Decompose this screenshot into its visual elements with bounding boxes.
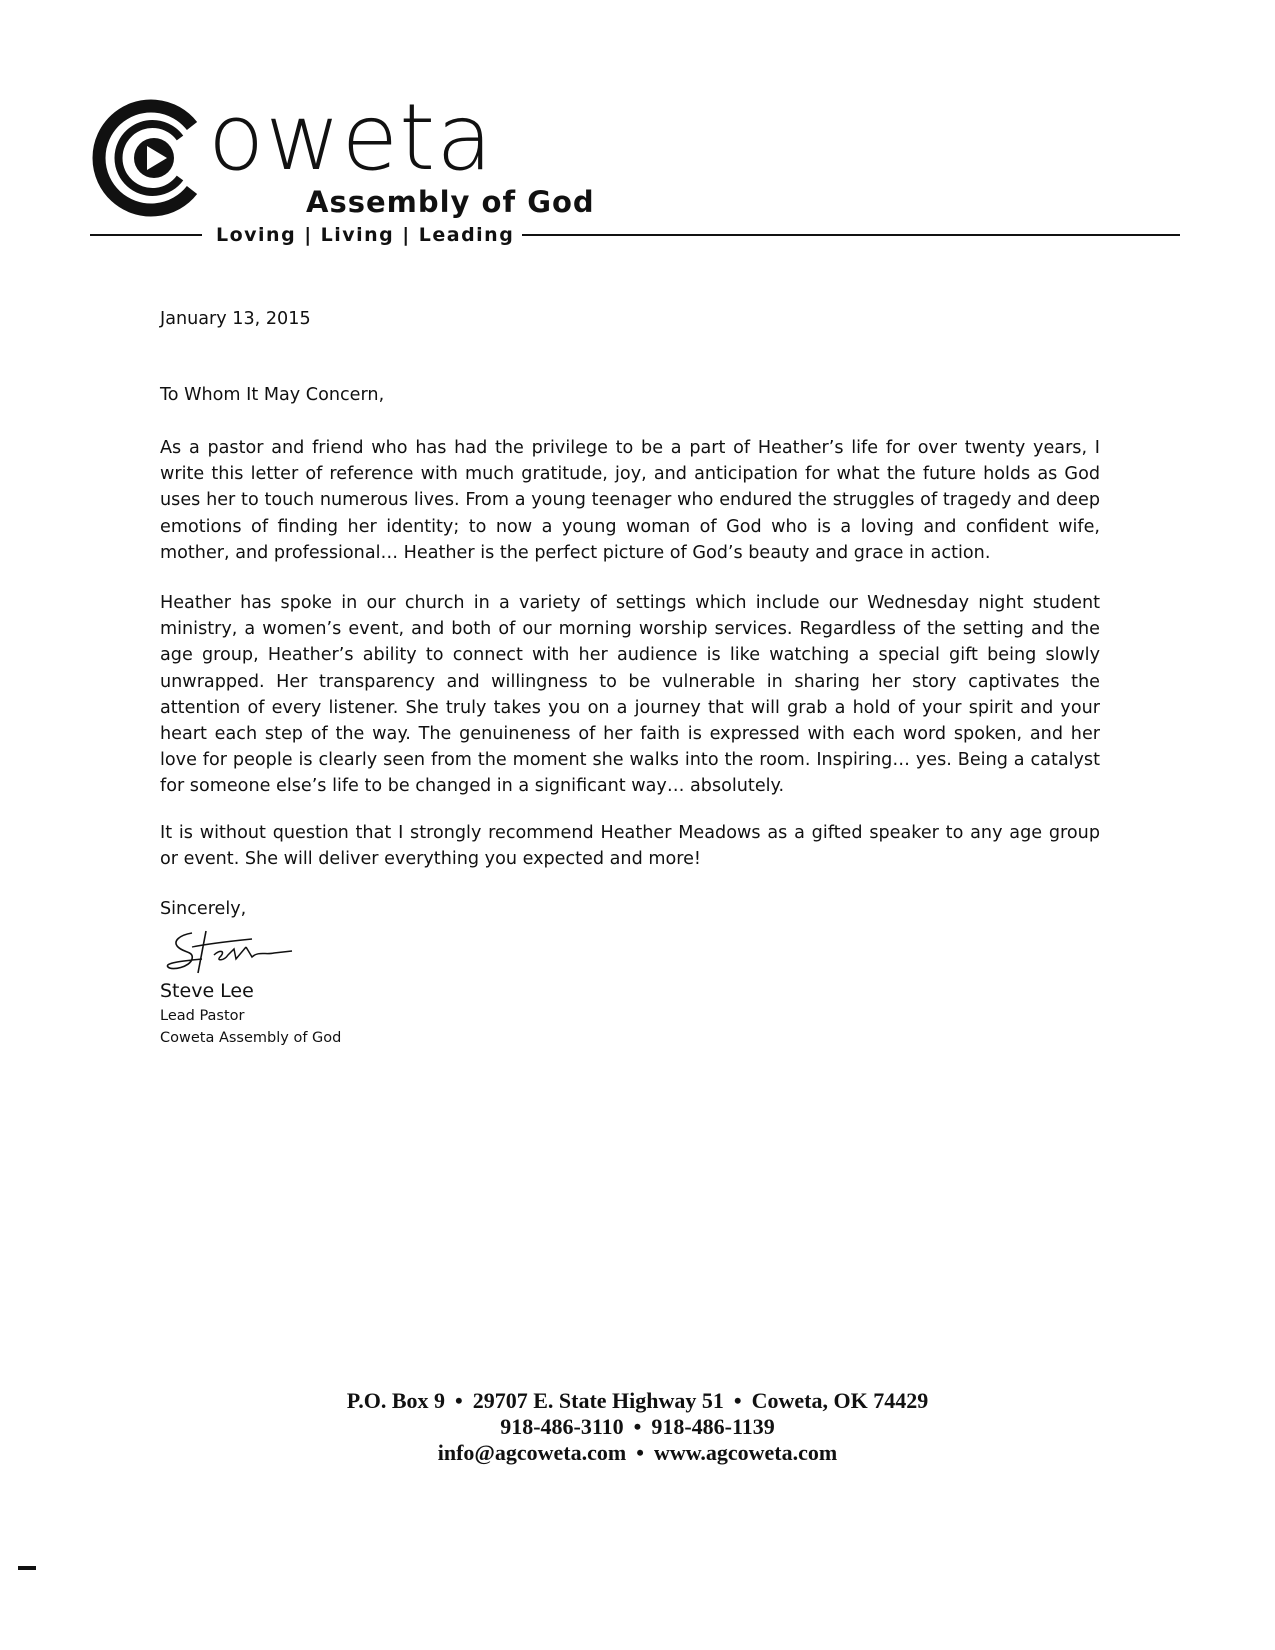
footer-phones (0, 1414, 1275, 1440)
tagline-word: Loving (216, 224, 297, 246)
signer-name: Steve Lee (160, 980, 254, 1002)
scan-artifact (18, 1566, 36, 1570)
signer-title: Lead Pastor (160, 1008, 245, 1024)
letterhead (90, 84, 1180, 250)
bullet-separator: • (636, 1440, 644, 1465)
salutation: To Whom It May Concern, (160, 385, 385, 405)
footer-website[interactable]: www.agcoweta.com (653, 1440, 838, 1465)
footer-email[interactable]: info@agcoweta.com (437, 1440, 627, 1465)
letter-footer (0, 1388, 1275, 1466)
closing-block (160, 897, 560, 1046)
church-logo-icon (92, 98, 212, 218)
logo-wordmark: oweta (208, 84, 494, 191)
divider-right (522, 234, 1180, 236)
bullet-separator: • (455, 1388, 463, 1413)
footer-po-box: P.O. Box 9 (346, 1388, 446, 1413)
footer-contact (0, 1440, 1275, 1466)
footer-phone: 918-486-3110 (500, 1414, 624, 1439)
bullet-separator: • (733, 1388, 742, 1413)
divider-left (90, 234, 202, 236)
signature-image (162, 925, 302, 981)
tagline-word: Leading (418, 224, 515, 246)
tagline-separator: | (304, 224, 313, 246)
bullet-separator: • (633, 1414, 642, 1439)
tagline-word: Living (320, 224, 395, 246)
letter-date: January 13, 2015 (160, 309, 311, 329)
logo-subtitle: Assembly of God (306, 185, 595, 219)
tagline (216, 222, 514, 248)
tagline-row (90, 222, 1180, 248)
paragraph: As a pastor and friend who has had the privilege to be a part of Heather’s life for over twenty years, I write this letter of reference with much gratitude, joy, and anticipation for what the future holds as God uses her to touch numerous lives. From a young teenager who endured the struggles of tragedy and deep emotions of finding her identity; to now a young woman of God who is a loving and confident wife, mother, and professional… Heather is the perfect picture of God’s beauty and grace in action. (160, 438, 1100, 563)
tagline-separator: | (402, 224, 411, 246)
signer-organization: Coweta Assembly of God (160, 1030, 342, 1046)
footer-address (0, 1388, 1275, 1414)
footer-city: Coweta, OK 74429 (751, 1388, 929, 1413)
closing-text: Sincerely, (160, 899, 247, 919)
footer-street: 29707 E. State Highway 51 (472, 1388, 724, 1413)
paragraph: Heather has spoke in our church in a variety of settings which include our Wednesday night student ministry, a women’s event, and both of our morning worship services. Regardless of the setting and the age group, Heather’s ability to connect with her audience is like watching a special gift being slowly unwrapped. Her transparency and willingness to be vulnerable in sharing her story captivates the attention of every listener. She truly takes you on a journey that will grab a hold of your spirit and your heart each step of the way. The genuineness of her faith is expressed with each word spoken, and her love for people is clearly seen from the moment she walks into the room. Inspiring… yes. Being a catalyst for someone else’s life to be changed in a significant way… absolutely. (160, 593, 1100, 797)
paragraph: It is without question that I strongly recommend Heather Meadows as a gifted speaker to any age group or event. She will deliver everything you expected and more! (160, 823, 1100, 870)
footer-fax: 918-486-1139 (651, 1414, 775, 1439)
